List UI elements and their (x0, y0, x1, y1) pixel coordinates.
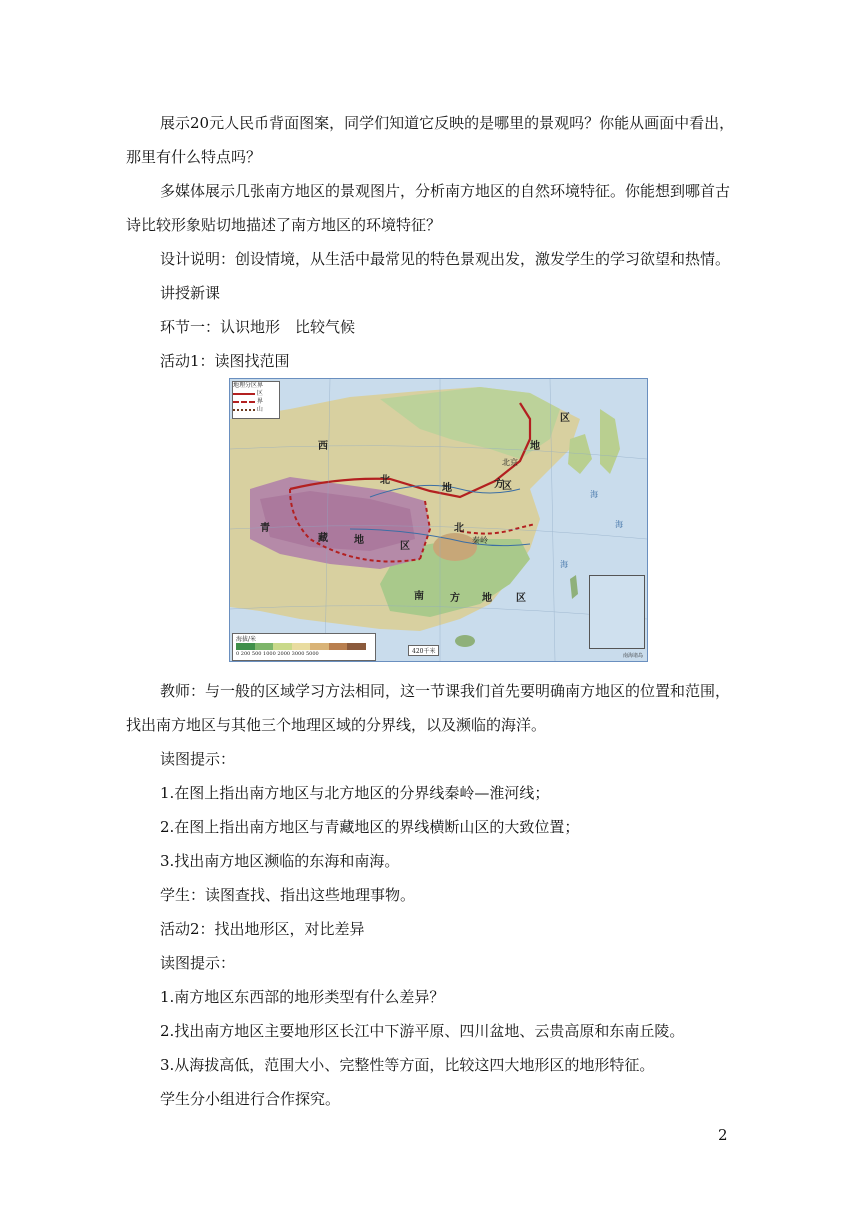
legend-item-3: 山 (233, 406, 279, 414)
label-di2: 地 (354, 535, 364, 546)
teacher-line-1: 教师：与一般的区域学习方法相同，这一节课我们首先要明确南方地区的位置和范围， (160, 682, 731, 700)
student-line-2: 学生分小组进行合作探究。 (160, 1090, 341, 1108)
elevation-swatch-6 (329, 643, 348, 650)
label-fang: 方 (494, 479, 504, 490)
paragraph-2-line-2: 诗比较形象贴切地描述了南方地区的环境特征？ (126, 216, 442, 234)
student-line-1: 学生：读图查找、指出这些地理事物。 (160, 886, 416, 904)
hint-2-item-2: 2.找出南方地区主要地形区长江中下游平原、四川盆地、云贵高原和东南丘陵。 (160, 1022, 685, 1040)
label-sea-1: 海 (590, 490, 598, 499)
label-sea-3: 海 (560, 560, 568, 569)
elevation-ticks: 0 200 500 1000 2000 3000 5000 (236, 651, 319, 657)
elevation-swatch-3 (273, 643, 292, 650)
legend-item-1: 区 (233, 390, 279, 398)
label-di4: 地 (482, 593, 492, 604)
label-nan: 南 (414, 591, 424, 602)
activity-1-heading: 活动1：读图找范围 (160, 352, 290, 370)
label-xi: 西 (318, 441, 328, 452)
hint-1-item-1: 1.在图上指出南方地区与北方地区的分界线秦岭—淮河线； (160, 784, 550, 802)
map-graphic (230, 379, 647, 661)
label-qing: 青 (260, 523, 270, 534)
elevation-swatch-5 (310, 643, 329, 650)
elevation-swatch-7 (347, 643, 366, 650)
activity-2-heading: 活动2：找出地形区，对比差异 (160, 920, 365, 938)
hint-1-item-2: 2.在图上指出南方地区与青藏地区的界线横断山区的大致位置； (160, 818, 580, 836)
map-legend (232, 381, 280, 419)
paragraph-1-line-2: 那里有什么特点吗？ (126, 148, 262, 166)
page-number: 2 (718, 1126, 728, 1144)
label-di3: 地 (530, 441, 540, 452)
label-fang2: 方 (450, 593, 460, 604)
elevation-swatch-2 (255, 643, 274, 650)
label-sea-2: 海 (615, 520, 623, 529)
map-scale: 420千米 (408, 645, 439, 656)
teacher-line-2: 找出南方地区与其他三个地理区域的分界线，以及濒临的海洋。 (126, 716, 547, 734)
legend-title: 地理分区界 (233, 382, 264, 389)
paragraph-1-line-1: 展示20元人民币背面图案，同学们知道它反映的是哪里的景观吗？你能从画面中看出， (160, 114, 735, 132)
paragraph-2-line-1: 多媒体展示几张南方地区的景观图片，分析南方地区的自然环境特征。你能想到哪首古 (160, 182, 731, 200)
elevation-color-bar (236, 643, 366, 650)
label-bei2: 北 (454, 523, 464, 534)
reading-hint-1: 读图提示： (160, 750, 236, 768)
label-zang: 藏 (318, 533, 328, 544)
elevation-legend (232, 633, 376, 661)
label-beijing: 北京 (502, 458, 518, 467)
china-regions-map (229, 378, 648, 662)
legend-item-2: 界 (233, 398, 279, 406)
label-qu3: 区 (560, 413, 570, 424)
elevation-swatch-1 (236, 643, 255, 650)
section-heading: 讲授新课 (160, 284, 221, 302)
label-qinling: 秦岭 (472, 536, 488, 545)
hint-2-item-3: 3.从海拔高低，范围大小、完整性等方面，比较这四大地形区的地形特征。 (160, 1056, 655, 1074)
elevation-title: 海拔/米 (236, 636, 257, 643)
label-qu1: 区 (502, 481, 512, 492)
map-corner-note: 南海诸岛 (622, 653, 643, 659)
hint-2-item-1: 1.南方地区东西部的地形类型有什么差异？ (160, 988, 445, 1006)
label-qu2: 区 (400, 541, 410, 552)
label-bei: 北 (380, 475, 390, 486)
segment-heading: 环节一：认识地形 比较气候 (160, 318, 356, 336)
south-china-sea-inset (589, 575, 645, 649)
label-qu4: 区 (516, 593, 526, 604)
reading-hint-2: 读图提示： (160, 954, 236, 972)
label-di1: 地 (442, 483, 452, 494)
elevation-swatch-4 (292, 643, 311, 650)
design-note: 设计说明：创设情境，从生活中最常见的特色景观出发，激发学生的学习欲望和热情。 (160, 250, 731, 268)
hint-1-item-3: 3.找出南方地区濒临的东海和南海。 (160, 852, 400, 870)
